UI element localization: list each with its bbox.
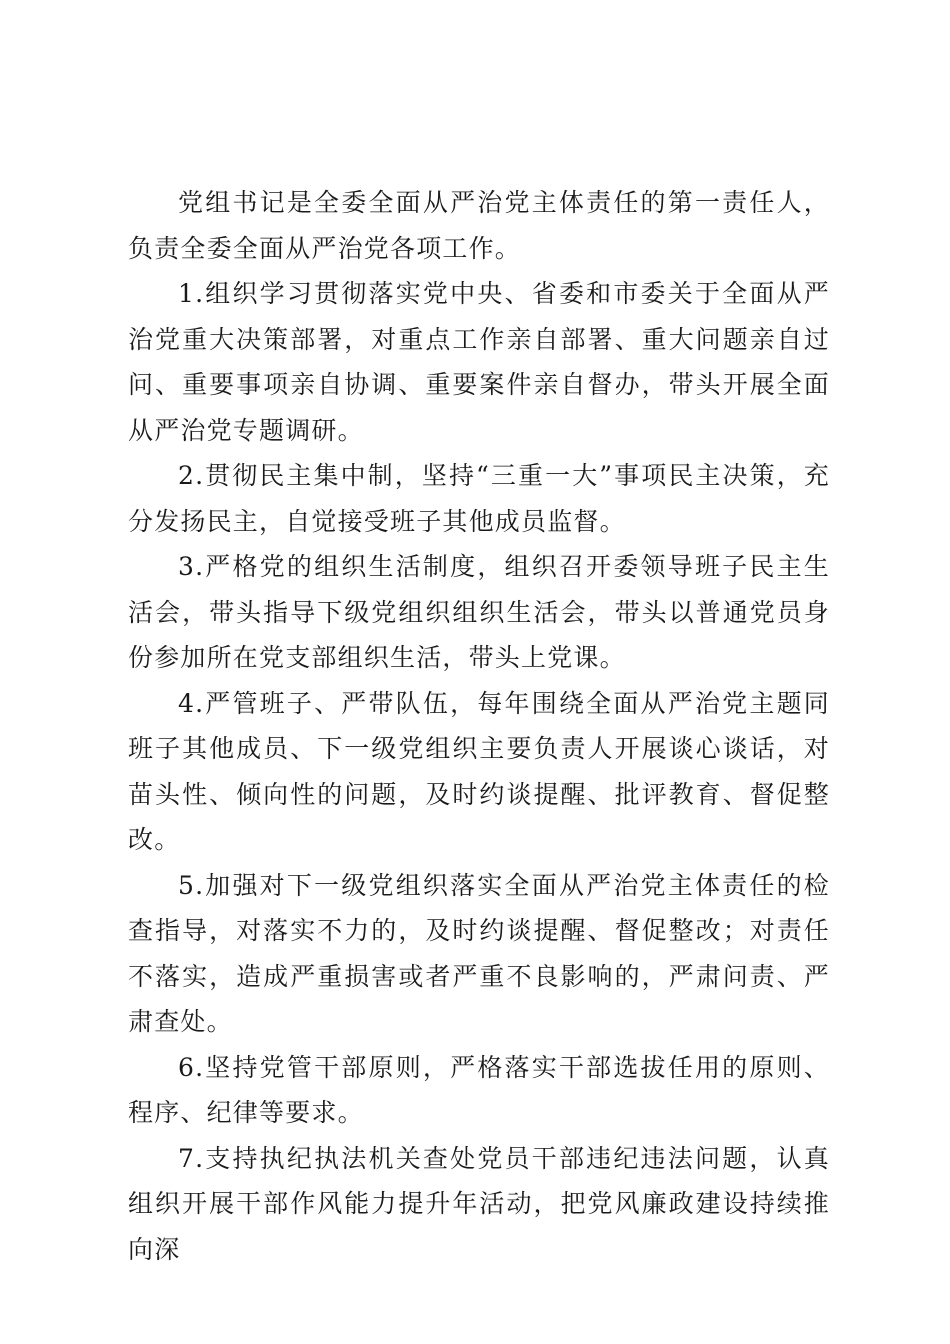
paragraph-item-2: 2.贯彻民主集中制，坚持“三重一大”事项民主决策，充分发扬民主，自觉接受班子其他成员监督。 bbox=[128, 461, 830, 536]
document-body bbox=[128, 180, 830, 1272]
paragraph-item-4: 4.严管班子、严带队伍，每年围绕全面从严治党主题同班子其他成员、下一级党组织主要负责人开展谈心谈话，对苗头性、倾向性的问题，及时约谈提醒、批评教育、督促整改。 bbox=[128, 688, 830, 854]
paragraph-intro: 党组书记是全委全面从严治党主体责任的第一责任人，负责全委全面从严治党各项工作。 bbox=[128, 188, 830, 263]
paragraph-item-7: 7.支持执纪执法机关查处党员干部违纪违法问题，认真组织开展干部作风能力提升年活动，把党风廉政建设持续推向深 bbox=[128, 1143, 830, 1264]
paragraph-item-5: 5.加强对下一级党组织落实全面从严治党主体责任的检查指导，对落实不力的，及时约谈提醒、督促整改；对责任不落实，造成严重损害或者严重不良影响的，严肃问责、严肃查处。 bbox=[128, 870, 830, 1036]
paragraph-item-1: 1.组织学习贯彻落实党中央、省委和市委关于全面从严治党重大决策部署，对重点工作亲自部署、重大问题亲自过问、重要事项亲自协调、重要案件亲自督办，带头开展全面从严治党专题调研。 bbox=[128, 279, 830, 445]
paragraph-item-6: 6.坚持党管干部原则，严格落实干部选拔任用的原则、程序、纪律等要求。 bbox=[128, 1052, 830, 1127]
paragraph-item-3: 3.严格党的组织生活制度，组织召开委领导班子民主生活会，带头指导下级党组织组织生活会，带头以普通党员身份参加所在党支部组织生活，带头上党课。 bbox=[128, 552, 830, 672]
